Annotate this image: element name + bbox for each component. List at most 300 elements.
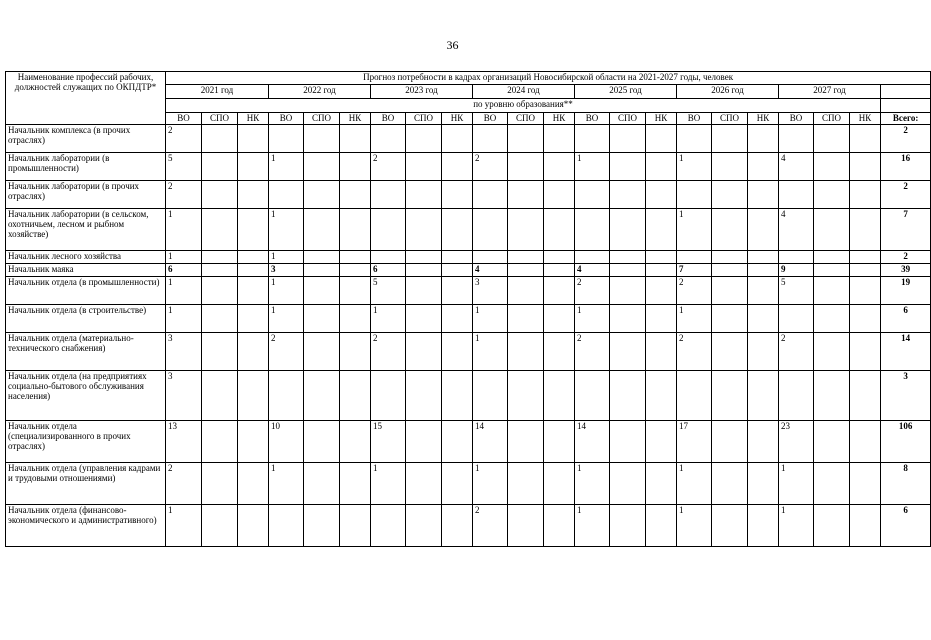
value-cell: [850, 371, 881, 421]
value-cell: [610, 153, 646, 181]
value-cell: 1: [269, 251, 304, 264]
value-cell: [304, 333, 340, 371]
value-cell: [850, 251, 881, 264]
value-cell: [473, 251, 508, 264]
education-level-cell: НК: [748, 113, 779, 125]
row-total: 3: [881, 371, 931, 421]
table-row: [6, 463, 931, 505]
value-cell: [340, 333, 371, 371]
forecast-table: [5, 71, 931, 547]
value-cell: 2: [166, 125, 202, 153]
value-cell: 2: [677, 333, 712, 371]
table-row: [6, 333, 931, 371]
value-cell: [442, 251, 473, 264]
value-cell: [304, 463, 340, 505]
value-cell: 23: [779, 421, 814, 463]
value-cell: 1: [575, 505, 610, 547]
value-cell: 3: [166, 333, 202, 371]
value-cell: [850, 264, 881, 277]
value-cell: [850, 505, 881, 547]
value-cell: [814, 505, 850, 547]
value-cell: [646, 251, 677, 264]
education-level-cell: СПО: [406, 113, 442, 125]
profession-name: Начальник лаборатории (в сельском, охотничьем, лесном и рыбном хозяйстве): [6, 209, 166, 251]
value-cell: [646, 505, 677, 547]
value-cell: [371, 181, 406, 209]
row-total: 14: [881, 333, 931, 371]
profession-name: Начальник лаборатории (в прочих отраслях): [6, 181, 166, 209]
value-cell: [814, 333, 850, 371]
value-cell: 1: [779, 463, 814, 505]
value-cell: 2: [371, 333, 406, 371]
value-cell: [748, 264, 779, 277]
value-cell: 1: [269, 277, 304, 305]
row-total: 6: [881, 305, 931, 333]
year-header: 2025 год: [575, 85, 677, 99]
value-cell: [406, 125, 442, 153]
value-cell: [340, 421, 371, 463]
value-cell: [238, 181, 269, 209]
value-cell: 1: [779, 505, 814, 547]
value-cell: [814, 277, 850, 305]
value-cell: [202, 125, 238, 153]
year-header: 2027 год: [779, 85, 881, 99]
education-level-cell: СПО: [814, 113, 850, 125]
value-cell: [850, 421, 881, 463]
value-cell: [406, 251, 442, 264]
value-cell: [748, 463, 779, 505]
value-cell: 1: [677, 463, 712, 505]
value-cell: [508, 153, 544, 181]
value-cell: [646, 371, 677, 421]
profession-name: Начальник отдела (на предприятиях социально-бытового обслуживания населения): [6, 371, 166, 421]
value-cell: [340, 264, 371, 277]
value-cell: 4: [575, 264, 610, 277]
row-total: 2: [881, 251, 931, 264]
name-column-header: Наименование профессий рабочих, должностей служащих по ОКПДТР*: [6, 72, 166, 125]
value-cell: [202, 264, 238, 277]
value-cell: [406, 371, 442, 421]
value-cell: 13: [166, 421, 202, 463]
value-cell: [712, 463, 748, 505]
value-cell: [677, 125, 712, 153]
value-cell: [610, 463, 646, 505]
value-cell: 3: [473, 277, 508, 305]
value-cell: 2: [166, 181, 202, 209]
profession-name: Начальник отдела (материально-технического снабжения): [6, 333, 166, 371]
value-cell: [544, 251, 575, 264]
value-cell: [712, 371, 748, 421]
value-cell: 9: [779, 264, 814, 277]
value-cell: [340, 305, 371, 333]
value-cell: [850, 209, 881, 251]
value-cell: [610, 264, 646, 277]
value-cell: 4: [779, 209, 814, 251]
row-total: 16: [881, 153, 931, 181]
value-cell: [575, 181, 610, 209]
value-cell: [779, 371, 814, 421]
value-cell: 1: [269, 209, 304, 251]
value-cell: 4: [779, 153, 814, 181]
value-cell: [238, 505, 269, 547]
value-cell: [406, 153, 442, 181]
value-cell: 1: [269, 463, 304, 505]
value-cell: 1: [269, 305, 304, 333]
value-cell: [442, 305, 473, 333]
value-cell: [850, 181, 881, 209]
value-cell: [269, 371, 304, 421]
value-cell: [473, 371, 508, 421]
value-cell: [304, 251, 340, 264]
value-cell: [202, 305, 238, 333]
value-cell: 1: [473, 333, 508, 371]
value-cell: 2: [473, 505, 508, 547]
profession-name: Начальник отдела (в строительстве): [6, 305, 166, 333]
table-row: [6, 181, 931, 209]
row-total: 19: [881, 277, 931, 305]
value-cell: [508, 463, 544, 505]
value-cell: [712, 264, 748, 277]
value-cell: [442, 209, 473, 251]
profession-name: Начальник лесного хозяйства: [6, 251, 166, 264]
value-cell: [238, 264, 269, 277]
value-cell: [508, 505, 544, 547]
value-cell: [814, 305, 850, 333]
value-cell: [202, 181, 238, 209]
education-level-cell: НК: [544, 113, 575, 125]
value-cell: [646, 277, 677, 305]
value-cell: 1: [166, 305, 202, 333]
value-cell: [371, 371, 406, 421]
value-cell: [304, 505, 340, 547]
value-cell: [238, 277, 269, 305]
education-level-cell: НК: [646, 113, 677, 125]
value-cell: [340, 181, 371, 209]
value-cell: [712, 333, 748, 371]
row-total: 106: [881, 421, 931, 463]
value-cell: [575, 371, 610, 421]
value-cell: [610, 125, 646, 153]
value-cell: [544, 333, 575, 371]
table-row: [6, 305, 931, 333]
value-cell: [850, 153, 881, 181]
value-cell: [202, 277, 238, 305]
value-cell: [442, 463, 473, 505]
value-cell: [508, 181, 544, 209]
value-cell: [442, 277, 473, 305]
value-cell: 1: [677, 153, 712, 181]
value-cell: [748, 505, 779, 547]
value-cell: [646, 463, 677, 505]
value-cell: 1: [166, 209, 202, 251]
value-cell: [814, 181, 850, 209]
row-total: 2: [881, 181, 931, 209]
value-cell: [304, 153, 340, 181]
value-cell: [677, 251, 712, 264]
value-cell: [712, 209, 748, 251]
value-cell: 1: [677, 209, 712, 251]
value-cell: [748, 421, 779, 463]
value-cell: [508, 305, 544, 333]
value-cell: [748, 153, 779, 181]
value-cell: [406, 505, 442, 547]
value-cell: [544, 181, 575, 209]
value-cell: 1: [473, 305, 508, 333]
value-cell: [508, 264, 544, 277]
value-cell: [304, 277, 340, 305]
row-total: 6: [881, 505, 931, 547]
value-cell: [371, 251, 406, 264]
value-cell: 6: [166, 264, 202, 277]
value-cell: [814, 421, 850, 463]
value-cell: [238, 371, 269, 421]
value-cell: [610, 505, 646, 547]
value-cell: [677, 371, 712, 421]
education-level-cell: ВО: [166, 113, 202, 125]
value-cell: 1: [166, 251, 202, 264]
value-cell: [748, 209, 779, 251]
value-cell: [646, 421, 677, 463]
value-cell: 5: [371, 277, 406, 305]
value-cell: [850, 463, 881, 505]
value-cell: [814, 209, 850, 251]
value-cell: [406, 333, 442, 371]
value-cell: [473, 209, 508, 251]
value-cell: [304, 209, 340, 251]
profession-name: Начальник отдела (финансово-экономического и административного): [6, 505, 166, 547]
value-cell: [304, 125, 340, 153]
value-cell: 2: [575, 277, 610, 305]
value-cell: 5: [779, 277, 814, 305]
table-row: [6, 371, 931, 421]
value-cell: [575, 209, 610, 251]
value-cell: [304, 371, 340, 421]
value-cell: 1: [371, 463, 406, 505]
value-cell: [610, 371, 646, 421]
value-cell: [712, 277, 748, 305]
education-level-cell: ВО: [269, 113, 304, 125]
value-cell: 5: [166, 153, 202, 181]
education-level-cell: НК: [850, 113, 881, 125]
value-cell: [850, 125, 881, 153]
value-cell: [508, 251, 544, 264]
value-cell: [712, 505, 748, 547]
value-cell: [712, 181, 748, 209]
education-level-header: по уровню образования**: [166, 99, 881, 113]
value-cell: [712, 421, 748, 463]
value-cell: [340, 251, 371, 264]
value-cell: [406, 264, 442, 277]
value-cell: [748, 371, 779, 421]
value-cell: [340, 125, 371, 153]
value-cell: [269, 125, 304, 153]
value-cell: [646, 264, 677, 277]
value-cell: [814, 153, 850, 181]
value-cell: [850, 305, 881, 333]
table-row: [6, 421, 931, 463]
value-cell: 1: [575, 305, 610, 333]
education-level-cell: ВО: [473, 113, 508, 125]
value-cell: 10: [269, 421, 304, 463]
value-cell: [406, 305, 442, 333]
profession-name: Начальник отдела (управления кадрами и трудовыми отношениями): [6, 463, 166, 505]
year-header: 2023 год: [371, 85, 473, 99]
value-cell: [544, 277, 575, 305]
year-header: 2026 год: [677, 85, 779, 99]
value-cell: [238, 209, 269, 251]
table-row: [6, 264, 931, 277]
value-cell: 1: [677, 505, 712, 547]
value-cell: [371, 209, 406, 251]
value-cell: [340, 209, 371, 251]
value-cell: [575, 251, 610, 264]
education-level-cell: СПО: [304, 113, 340, 125]
value-cell: [340, 371, 371, 421]
row-total: 7: [881, 209, 931, 251]
value-cell: 2: [575, 333, 610, 371]
table-row: [6, 505, 931, 547]
value-cell: [850, 333, 881, 371]
value-cell: 2: [371, 153, 406, 181]
value-cell: [406, 181, 442, 209]
value-cell: [712, 125, 748, 153]
table-title: Прогноз потребности в кадрах организаций Новосибирской области на 2021-2027 годы, человек: [166, 72, 931, 85]
value-cell: [712, 305, 748, 333]
value-cell: [748, 125, 779, 153]
value-cell: [610, 305, 646, 333]
value-cell: 2: [473, 153, 508, 181]
value-cell: [473, 181, 508, 209]
year-header: 2024 год: [473, 85, 575, 99]
value-cell: [779, 251, 814, 264]
value-cell: [508, 333, 544, 371]
value-cell: [202, 371, 238, 421]
value-cell: [340, 277, 371, 305]
value-cell: [610, 421, 646, 463]
value-cell: 2: [677, 277, 712, 305]
value-cell: 3: [269, 264, 304, 277]
value-cell: [544, 421, 575, 463]
value-cell: [202, 251, 238, 264]
value-cell: [544, 209, 575, 251]
education-level-cell: СПО: [202, 113, 238, 125]
value-cell: 17: [677, 421, 712, 463]
education-level-cell: ВО: [575, 113, 610, 125]
value-cell: [508, 209, 544, 251]
value-cell: [304, 181, 340, 209]
table-row: [6, 209, 931, 251]
value-cell: [544, 371, 575, 421]
education-level-cell: НК: [442, 113, 473, 125]
value-cell: [202, 505, 238, 547]
value-cell: [779, 305, 814, 333]
profession-name: Начальник отдела (в промышленности): [6, 277, 166, 305]
value-cell: [202, 463, 238, 505]
value-cell: [814, 264, 850, 277]
value-cell: [442, 264, 473, 277]
row-total: 2: [881, 125, 931, 153]
page-number: 36: [446, 38, 459, 52]
value-cell: 14: [575, 421, 610, 463]
value-cell: [340, 463, 371, 505]
value-cell: [646, 333, 677, 371]
value-cell: [646, 305, 677, 333]
value-cell: 6: [371, 264, 406, 277]
value-cell: [646, 209, 677, 251]
education-level-cell: ВО: [677, 113, 712, 125]
education-level-cell: НК: [340, 113, 371, 125]
value-cell: [712, 251, 748, 264]
value-cell: [646, 125, 677, 153]
value-cell: [304, 305, 340, 333]
total-header: Всего:: [881, 113, 931, 125]
value-cell: 14: [473, 421, 508, 463]
table-row: [6, 277, 931, 305]
value-cell: 1: [371, 305, 406, 333]
year-header: 2021 год: [166, 85, 269, 99]
profession-name: Начальник маяка: [6, 264, 166, 277]
value-cell: [238, 125, 269, 153]
value-cell: [304, 264, 340, 277]
value-cell: [473, 125, 508, 153]
value-cell: [442, 125, 473, 153]
value-cell: [544, 153, 575, 181]
value-cell: [238, 421, 269, 463]
value-cell: [442, 153, 473, 181]
value-cell: 1: [677, 305, 712, 333]
value-cell: [748, 305, 779, 333]
total-spacer: [881, 99, 931, 113]
education-level-cell: ВО: [371, 113, 406, 125]
value-cell: [202, 333, 238, 371]
value-cell: 2: [269, 333, 304, 371]
value-cell: [544, 305, 575, 333]
value-cell: [712, 153, 748, 181]
value-cell: 1: [575, 153, 610, 181]
value-cell: [406, 209, 442, 251]
value-cell: [238, 251, 269, 264]
table-row: [6, 251, 931, 264]
value-cell: [814, 371, 850, 421]
value-cell: [748, 277, 779, 305]
education-level-cell: ВО: [779, 113, 814, 125]
value-cell: [748, 333, 779, 371]
profession-name: Начальник комплекса (в прочих отраслях): [6, 125, 166, 153]
value-cell: 3: [166, 371, 202, 421]
value-cell: 1: [269, 153, 304, 181]
value-cell: [442, 181, 473, 209]
value-cell: [508, 277, 544, 305]
value-cell: [544, 264, 575, 277]
value-cell: [269, 505, 304, 547]
value-cell: [646, 181, 677, 209]
table-row: [6, 153, 931, 181]
value-cell: [610, 251, 646, 264]
value-cell: [610, 277, 646, 305]
value-cell: [340, 505, 371, 547]
total-spacer: [881, 85, 931, 99]
value-cell: [340, 153, 371, 181]
value-cell: 7: [677, 264, 712, 277]
value-cell: 4: [473, 264, 508, 277]
value-cell: [238, 463, 269, 505]
row-total: 8: [881, 463, 931, 505]
value-cell: [610, 209, 646, 251]
value-cell: [406, 277, 442, 305]
value-cell: [575, 125, 610, 153]
value-cell: [371, 125, 406, 153]
value-cell: [238, 333, 269, 371]
